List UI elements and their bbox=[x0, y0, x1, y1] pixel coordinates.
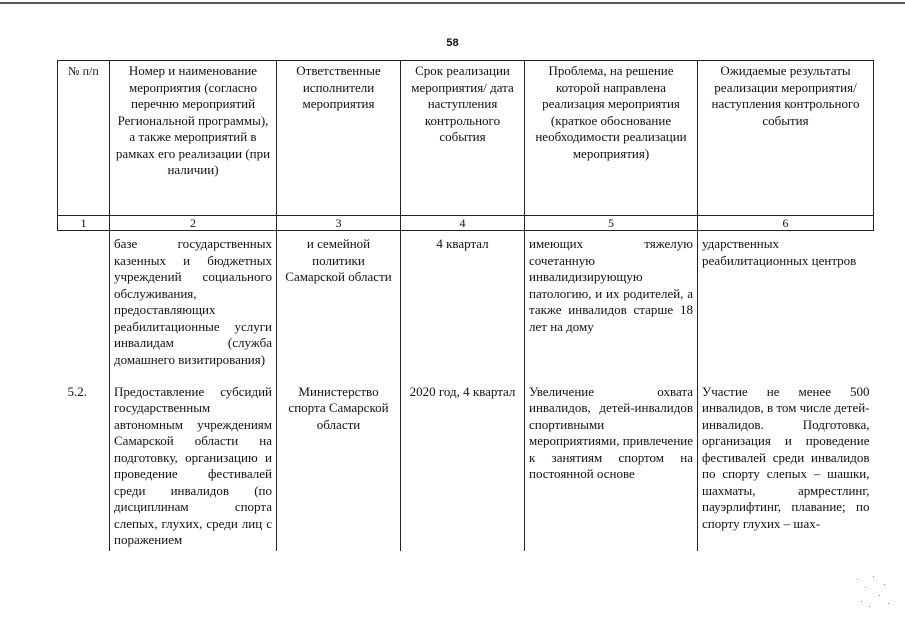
page-number: 58 bbox=[446, 37, 459, 49]
top-rule bbox=[0, 2, 905, 4]
activity-name-cell: базе государственных казенных и бюджетных учреждений социального обслуживания, предоставляющих реабилитационные услуги инвалидам (служба домашнего визитирования) bbox=[110, 231, 277, 381]
expected-results-cell: Участие не менее 500 инвалидов, в том числе детей-инвалидов. Подготовка, организация и проведение фестивалей среди инвалидов по спорту слепых – шашки, шахматы, армрестлинг, пауэрлифтинг, плавание; по спорту глухих – шах- bbox=[698, 381, 874, 551]
expected-results-cell: ударственных реабилитационных центров bbox=[698, 231, 874, 381]
row-number: 5.2. bbox=[67, 383, 87, 399]
header-problem: Проблема, на решение которой направлена реализация мероприятия (краткое обоснование необходимости реализации мероприятия) bbox=[525, 61, 698, 216]
column-number-row bbox=[58, 216, 874, 231]
column-number: 6 bbox=[698, 216, 874, 231]
column-number: 3 bbox=[277, 216, 401, 231]
header-row bbox=[58, 61, 874, 216]
column-number: 2 bbox=[110, 216, 277, 231]
responsible-cell: и семейной политики Самарской области bbox=[277, 231, 401, 381]
activities-table bbox=[57, 60, 874, 551]
activities-table-wrapper bbox=[57, 60, 873, 551]
header-expected-results: Ожидаемые результаты реализации мероприятия/ наступления контрольного события bbox=[698, 61, 874, 216]
responsible-cell: Министерство спорта Самарской области bbox=[277, 381, 401, 551]
scan-specks bbox=[853, 573, 893, 613]
header-term: Срок реализации мероприятия/ дата наступления контрольного события bbox=[401, 61, 525, 216]
header-number: № п/п bbox=[58, 61, 110, 216]
term-cell: 2020 год, 4 квартал bbox=[401, 381, 525, 551]
problem-cell: имеющих тяжелую сочетанную инвалидизирующую патологию, и их родителей, а также инвалидов старше 18 лет на дому bbox=[525, 231, 698, 381]
term-cell: 4 квартал bbox=[401, 231, 525, 381]
header-activity-name: Номер и наименование мероприятия (согласно перечню мероприятий Региональной программы), а также мероприятий в рамках его реализации (при наличии) bbox=[110, 61, 277, 216]
table-row bbox=[58, 381, 874, 551]
header-responsible: Ответственные исполнители мероприятия bbox=[277, 61, 401, 216]
problem-cell: Увеличение охвата инвалидов, детей-инвалидов спортивными мероприятиями, привлечение к занятиям спортом на постоянной основе bbox=[525, 381, 698, 551]
column-number: 4 bbox=[401, 216, 525, 231]
column-number: 5 bbox=[525, 216, 698, 231]
table-row bbox=[58, 231, 874, 381]
row-number bbox=[58, 231, 110, 381]
column-number: 1 bbox=[58, 216, 110, 231]
activity-name-cell: Предоставление субсидий государственным автономным учреждениям Самарской области на подготовку, организацию и проведение фестивалей среди инвалидов (по дисциплинам спорта слепых, глухих, среди лиц с поражением bbox=[110, 381, 277, 551]
